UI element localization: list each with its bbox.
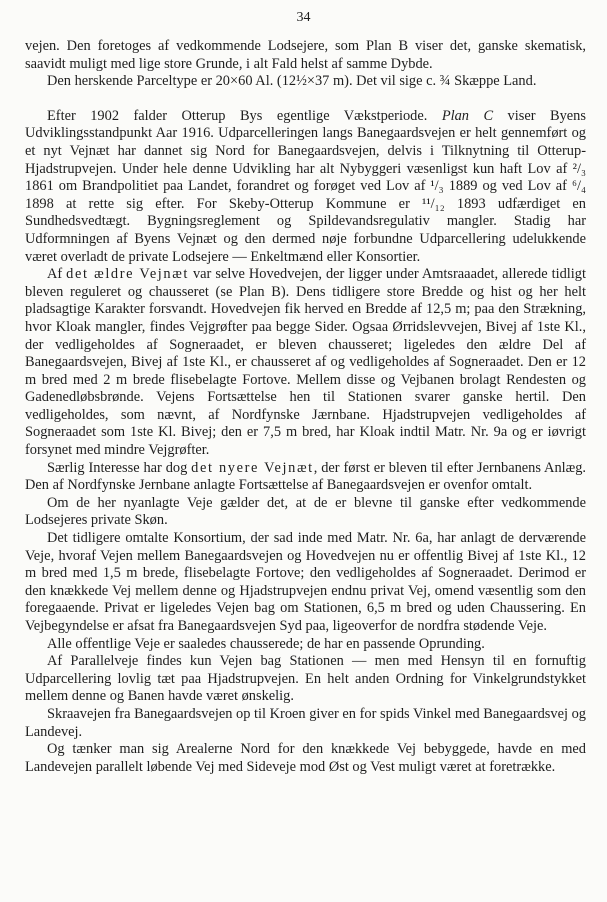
paragraph xyxy=(25,266,586,460)
paragraph xyxy=(25,108,586,266)
paragraph xyxy=(25,38,586,73)
text-run: viser Byens Udviklingsstandpunkt Aar 1916. Udparcelleringen langs Banegaardsvejen er helt gennemført og et nyt Vejnæt har dannet sig Nord for Banegaardsvejen, delvis i Tilknytning til Otterup-Hjadstrupvejen. Under hele denne Udvikling har alt Nybyggeri væsenligst kun haft Lov af ²/₃ 1861 om Brandpolitiet paa Landet, forandret og forøget ved Lov af ¹/₃ 1889 og ved Lov af ⁶/₄ 1898 at rette sig efter. For Skeby-Otterup Kommune er ¹¹/₁₂ 1893 udfærdiget en Sundhedsvedtægt. Bygningsreglement og Spildevandsregulativ mangler. Stadig har Udformningen af Byens Vejnæt og den dermed nøje forbundne Udparcellering udelukkende været overladt de private Lodsejere — Enkeltmænd eller Konsortier. xyxy=(25,107,586,265)
paragraph xyxy=(25,530,586,636)
text-run: Af xyxy=(47,266,67,283)
text-run: Om de her nyanlagte Veje gælder det, at de er blevne til ganske efter vedkommende Lodsejeres private Skøn. xyxy=(25,494,586,529)
italic-reference: Plan C xyxy=(441,107,494,124)
body-text xyxy=(25,38,586,776)
text-run: Den herskende Parceltype er 20×60 Al. (12½×37 m). Det vil sige c. ¾ Skæppe Land. xyxy=(47,73,537,90)
text-run: Af Parallelveje findes kun Vejen bag Stationen — men med Hensyn til en fornuftig Udparcellering lovlig tæt paa Hjadstrupvejen. En helt anden Ordning for Vinkelgrundstykket mellem denne og Banen havde været ønskelig. xyxy=(25,653,586,705)
paragraph xyxy=(25,495,586,530)
page-number: 34 xyxy=(296,10,311,25)
text-run: Skraavejen fra Banegaardsvejen op til Kroen giver en for spids Vinkel med Banegaardsvej og Landevej. xyxy=(25,705,586,740)
paragraph xyxy=(25,636,586,654)
paragraph xyxy=(25,653,586,706)
text-run: Det tidligere omtalte Konsortium, der sad inde med Matr. Nr. 6a, har anlagt de derværende Veje, hvoraf Vejen mellem Banegaardsvejen og Hovedvejen nu er offentlig Bivej af 1ste Kl., 12 m bred med 1,5 m brede, flisebelagte Fortove; den vedligeholdes af Sogneraadet. Derimod er den knækkede Vej mellem denne og Hjadstrupvejen endnu privat Vej, omend væsentlig som den foregaaende. Privat er ligeledes Vejen bag om Stationen, 6,5 m bred og uden Chaussering. En Vejbegyndelse er afsat fra Banegaardsvejen Syd paa, ligeoverfor de nordfra stødende Veje. xyxy=(25,530,586,634)
text-run: Og tænker man sig Arealerne Nord for den knækkede Vej bebyggede, havde en med Landevejen parallelt løbende Vej med Sideveje mod Øst og Vest muligt været at foretrække. xyxy=(25,741,586,775)
emphasized-term: det nyere Vejnæt xyxy=(191,459,314,476)
text-run: var selve Hovedvejen, der ligger under Amtsraaadet, allerede tidligt bleven reguleret og chausseret (se Plan B). Dens tidligere store Bredde og hist og her helt pladsagtige Karakter forsvandt. Hovedvejen fik herved en Bredde af 12,5 m; paa den Strækning, hvor Kloak mangler, findes Vejgrøfter paa begge Sider. Ogsaa Ørridslevvejen, Bivej af 1ste Kl., der vedligeholdes af Sogneraadet, er bleven chausseret; ligeledes den ældre Del af Banegaardsvejen, Bivej af 1ste Kl., er chausseret af og vedligeholdes af Sogneraadet. Den er 12 m bred med 2 m brede flisebelagte Fortove. Mellem disse og Vejbanen brolagt Rendesten og Gadenedløbsbrønde. Vejens Fortsættelse hen til Stationen svarer ganske hertil. Den vedligeholdes, som nævnt, af Nordfynske Jærnbane. Hjadstrupvejen vedligeholdes af Sogneraadet som 1ste Kl. Bivej; den er 7,5 m bred, har Kloak indtil Matr. Nr. 9a og er iøvrigt forsynet med mindre Vejgrøfter. xyxy=(25,266,587,459)
text-run: Særlig Interesse har dog xyxy=(47,459,192,476)
text-run: Efter 1902 falder Otterup Bys egentlige Vækstperiode. xyxy=(47,107,442,124)
text-run: Alle offentlige Veje er saaledes chausserede; de har en passende Oprunding. xyxy=(47,635,485,652)
paragraph xyxy=(25,73,586,91)
paragraph xyxy=(25,460,586,495)
paragraph xyxy=(25,741,586,776)
text-run: vejen. Den foretoges af vedkommende Lodsejere, som Plan B viser det, ganske skematisk, saavidt muligt med lige store Grunde, i alt Fald helst af samme Dybde. xyxy=(25,38,586,72)
emphasized-term: det ældre Vejnæt xyxy=(66,266,189,283)
paragraph xyxy=(25,706,586,741)
text-run: , der først er bleven til efter Jernbanens Anlæg. Den af Nordfynske Jernbane anlagte Fortsættelse af Banegaardsvejen er ovenfor omtalt. xyxy=(25,459,587,494)
